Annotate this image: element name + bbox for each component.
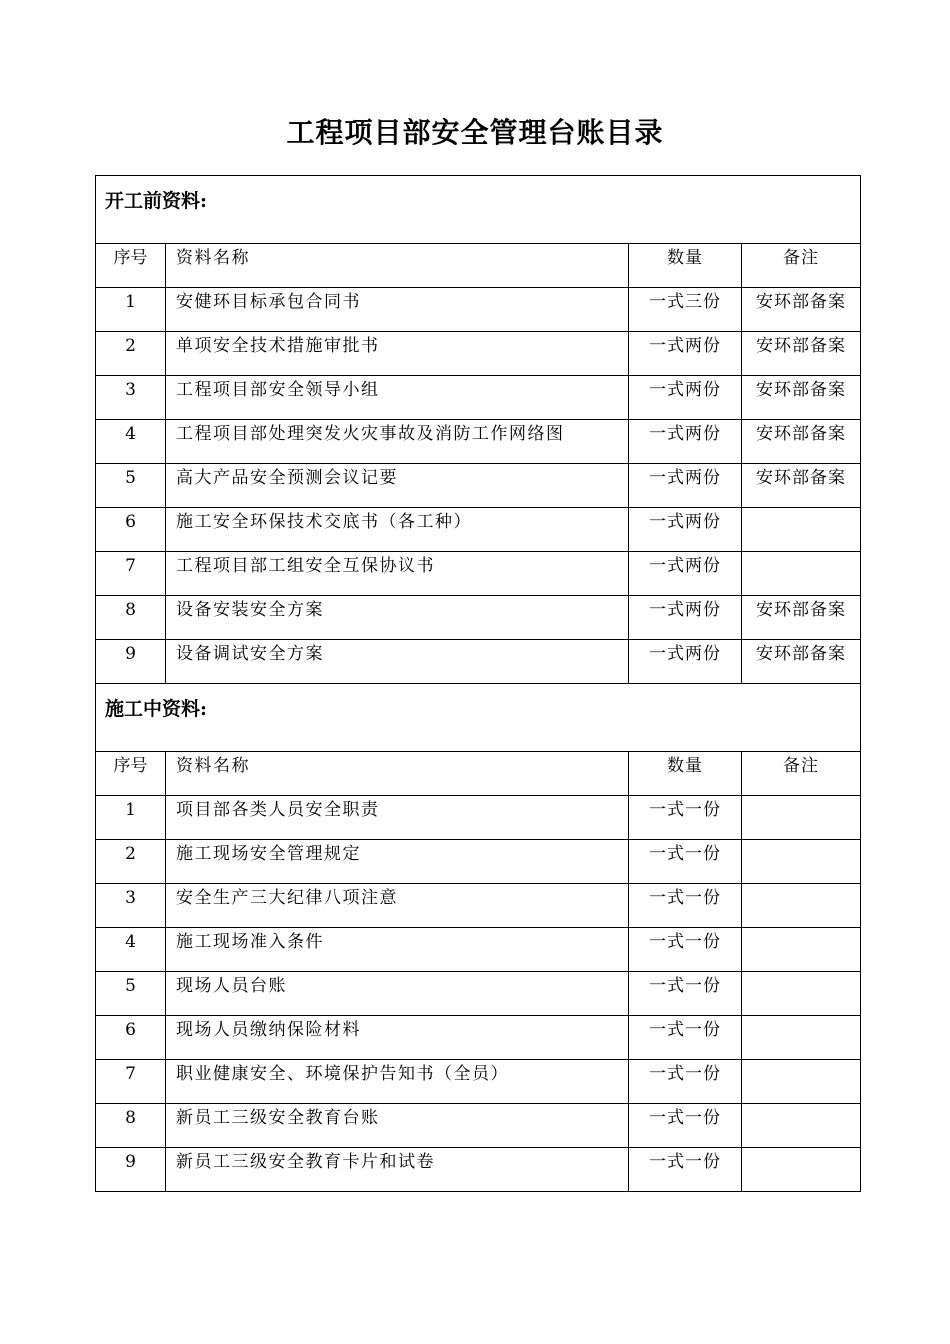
row-note [742, 884, 861, 928]
table-row [96, 508, 861, 552]
table-row [96, 376, 861, 420]
table-row [96, 1060, 861, 1104]
row-quantity: 一式两份 [629, 420, 742, 464]
row-number: 7 [96, 1060, 166, 1104]
row-quantity: 一式一份 [629, 1060, 742, 1104]
row-quantity: 一式两份 [629, 552, 742, 596]
row-quantity: 一式两份 [629, 596, 742, 640]
row-note [742, 1016, 861, 1060]
table-row [96, 552, 861, 596]
row-quantity: 一式两份 [629, 464, 742, 508]
table-row [96, 928, 861, 972]
row-note: 安环部备案 [742, 596, 861, 640]
column-header-qty: 数量 [629, 244, 742, 288]
column-header-note: 备注 [742, 752, 861, 796]
row-number: 3 [96, 884, 166, 928]
row-number: 8 [96, 596, 166, 640]
row-name: 现场人员缴纳保险材料 [166, 1016, 629, 1060]
section-heading-row [96, 684, 861, 752]
row-name: 新员工三级安全教育卡片和试卷 [166, 1148, 629, 1192]
row-note [742, 972, 861, 1016]
row-quantity: 一式两份 [629, 376, 742, 420]
row-quantity: 一式一份 [629, 884, 742, 928]
document-title: 工程项目部安全管理台账目录 [286, 116, 664, 149]
table-row [96, 972, 861, 1016]
ledger-table [95, 175, 861, 1192]
row-quantity: 一式两份 [629, 640, 742, 684]
table-row [96, 332, 861, 376]
row-note: 安环部备案 [742, 640, 861, 684]
row-note [742, 840, 861, 884]
row-name: 职业健康安全、环境保护告知书（全员） [166, 1060, 629, 1104]
row-number: 5 [96, 972, 166, 1016]
column-header-row [96, 752, 861, 796]
row-quantity: 一式一份 [629, 840, 742, 884]
row-quantity: 一式三份 [629, 288, 742, 332]
table-row [96, 884, 861, 928]
row-quantity: 一式一份 [629, 796, 742, 840]
row-note [742, 928, 861, 972]
column-header-no: 序号 [96, 244, 166, 288]
row-quantity: 一式一份 [629, 972, 742, 1016]
row-quantity: 一式一份 [629, 1016, 742, 1060]
row-number: 3 [96, 376, 166, 420]
row-number: 8 [96, 1104, 166, 1148]
row-quantity: 一式一份 [629, 928, 742, 972]
row-number: 5 [96, 464, 166, 508]
row-number: 9 [96, 1148, 166, 1192]
row-note [742, 508, 861, 552]
row-quantity: 一式两份 [629, 332, 742, 376]
row-name: 工程项目部安全领导小组 [166, 376, 629, 420]
row-note: 安环部备案 [742, 288, 861, 332]
column-header-row [96, 244, 861, 288]
column-header-name: 资料名称 [166, 752, 629, 796]
table-row [96, 1016, 861, 1060]
row-quantity: 一式一份 [629, 1104, 742, 1148]
row-number: 9 [96, 640, 166, 684]
row-number: 7 [96, 552, 166, 596]
table-row [96, 840, 861, 884]
row-name: 施工现场安全管理规定 [166, 840, 629, 884]
row-note: 安环部备案 [742, 464, 861, 508]
column-header-name: 资料名称 [166, 244, 629, 288]
row-number: 6 [96, 508, 166, 552]
column-header-qty: 数量 [629, 752, 742, 796]
table-row [96, 640, 861, 684]
row-name: 高大产品安全预测会议记要 [166, 464, 629, 508]
row-note [742, 1148, 861, 1192]
table-row [96, 1104, 861, 1148]
row-number: 2 [96, 332, 166, 376]
row-note: 安环部备案 [742, 420, 861, 464]
row-name: 单项安全技术措施审批书 [166, 332, 629, 376]
table-row [96, 596, 861, 640]
row-quantity: 一式一份 [629, 1148, 742, 1192]
row-number: 2 [96, 840, 166, 884]
row-quantity: 一式两份 [629, 508, 742, 552]
section-heading: 开工前资料: [96, 176, 861, 244]
table-row [96, 464, 861, 508]
row-number: 4 [96, 420, 166, 464]
row-name: 新员工三级安全教育台账 [166, 1104, 629, 1148]
section-heading: 施工中资料: [96, 684, 861, 752]
row-name: 施工现场准入条件 [166, 928, 629, 972]
row-name: 设备安装安全方案 [166, 596, 629, 640]
row-name: 施工安全环保技术交底书（各工种） [166, 508, 629, 552]
row-note [742, 1060, 861, 1104]
row-note [742, 1104, 861, 1148]
table-row [96, 796, 861, 840]
column-header-note: 备注 [742, 244, 861, 288]
row-name: 安健环目标承包合同书 [166, 288, 629, 332]
column-header-no: 序号 [96, 752, 166, 796]
row-name: 设备调试安全方案 [166, 640, 629, 684]
row-note [742, 552, 861, 596]
row-note: 安环部备案 [742, 376, 861, 420]
row-note: 安环部备案 [742, 332, 861, 376]
row-number: 1 [96, 796, 166, 840]
row-name: 工程项目部工组安全互保协议书 [166, 552, 629, 596]
table-row [96, 288, 861, 332]
row-number: 1 [96, 288, 166, 332]
row-name: 现场人员台账 [166, 972, 629, 1016]
row-name: 项目部各类人员安全职责 [166, 796, 629, 840]
row-note [742, 796, 861, 840]
section-heading-row [96, 176, 861, 244]
row-number: 4 [96, 928, 166, 972]
table-row [96, 420, 861, 464]
row-name: 安全生产三大纪律八项注意 [166, 884, 629, 928]
table-row [96, 1148, 861, 1192]
row-name: 工程项目部处理突发火灾事故及消防工作网络图 [166, 420, 629, 464]
row-number: 6 [96, 1016, 166, 1060]
